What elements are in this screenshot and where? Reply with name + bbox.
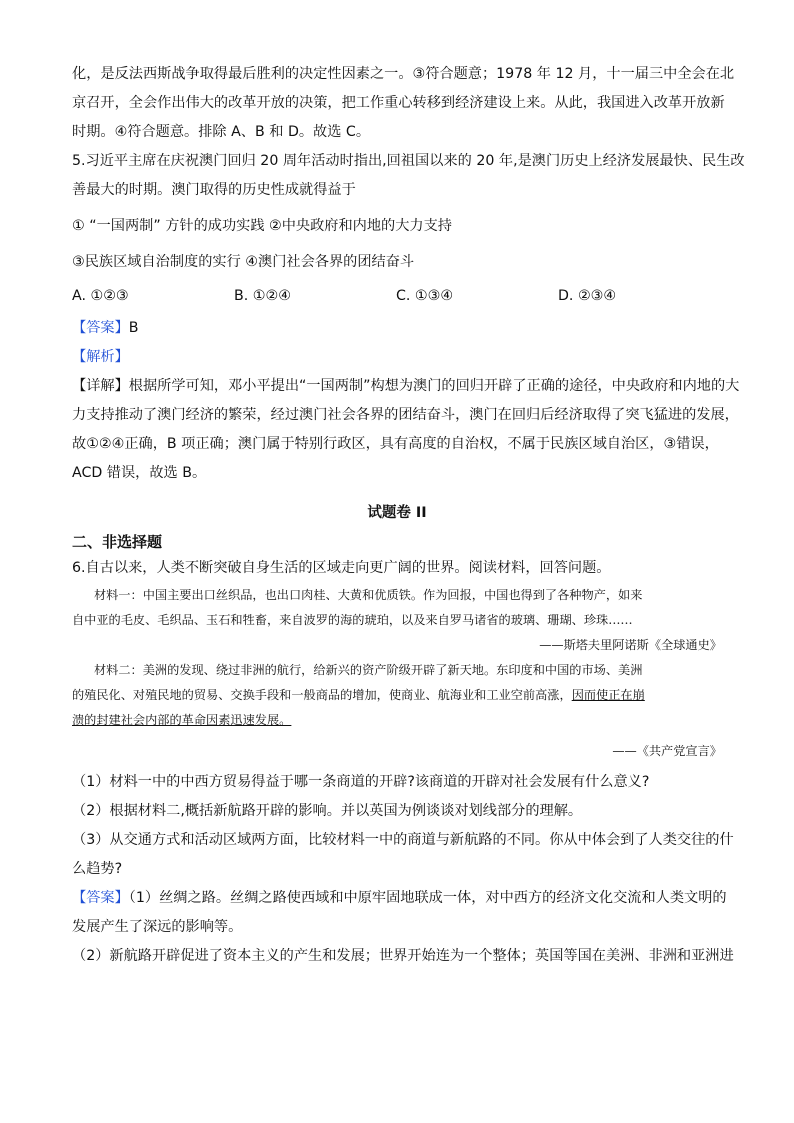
analysis-line	[72, 343, 722, 372]
paper-2-title: 试题卷 II	[367, 505, 427, 521]
question-5-stem: 5.习近平主席在庆祝澳门回归 20 周年活动时指出,回祖国以来的 20 年,是澳门历史上经济发展最快、民生改	[72, 153, 745, 169]
material-1-line: 自中亚的毛皮、毛织品、玉石和牲畜，来自波罗的海的琥珀，以及来自罗马诸省的玻璃、珊瑚、珍珠……	[72, 613, 633, 627]
question-5-options	[72, 285, 722, 307]
detail-tag: 【详解】	[72, 378, 129, 394]
detail-line: 故①②④正确，B 项正确；澳门属于特别行政区，具有高度的自治权，不属于民族区域自治区，③错误，	[72, 436, 719, 452]
material-1-line: 材料一：中国主要出口丝织品，也出口肉桂、大黄和优质铁。作为回报，中国也得到了各种物产，如来	[94, 588, 643, 602]
section-heading: 二、非选择题	[72, 533, 163, 551]
question-6-part: （3）从交通方式和活动区域两方面，比较材料一中的商道与新航路的不同。你从中体会到了人类交往的什	[72, 832, 734, 848]
option-d: D. ②③④	[558, 288, 617, 304]
question-6-stem: 6.自古以来，人类不断突破自身生活的区域走向更广阔的世界。阅读材料，回答问题。	[72, 560, 611, 576]
text-line: 京召开，全会作出伟大的改革开放的决策，把工作重心转移到经济建设上来。从此，我国进入改革开放新	[72, 95, 725, 111]
question-5-item: ① “一国两制” 方针的成功实践 ②中央政府和内地的大力支持	[72, 218, 452, 234]
detail-line	[72, 372, 740, 401]
answer-line: （2）新航路开辟促进了资本主义的产生和发展；世界开始连为一个整体；英国等国在美洲、非洲和亚洲进	[72, 948, 734, 964]
material-2-line: 材料二：美洲的发现、绕过非洲的航行，给新兴的资产阶级开辟了新天地。东印度和中国的市场、美洲	[94, 663, 643, 677]
answer-line	[72, 314, 722, 343]
question-5-item: ③民族区域自治制度的实行 ④澳门社会各界的团结奋斗	[72, 254, 415, 270]
material-2-text: 的殖民化、对殖民地的贸易、交换手段和一般商品的增加，使商业、航海业和工业空前高涨，	[72, 688, 572, 702]
answer-tag: 【答案】	[72, 320, 129, 336]
answer-tag: 【答案】	[72, 890, 129, 906]
answer-text: （1）丝绸之路。丝绸之路使西域和中原牢固地联成一体，对中西方的经济文化交流和人类文明的	[128, 890, 727, 906]
text-line: 时期。④符合题意。排除 A、B 和 D。故选 C。	[72, 124, 371, 140]
material-1-source: ——斯塔夫里阿诺斯《全球通史》	[539, 638, 722, 652]
material-2-underlined: 溃的封建社会内部的革命因素迅速发展。	[72, 713, 292, 727]
material-2-underlined: 因而使正在崩	[571, 688, 645, 702]
question-6-part: （1）材料一中的中西方贸易得益于哪一条商道的开辟?该商道的开辟对社会发展有什么意义?	[72, 774, 650, 790]
detail-text: 根据所学可知，邓小平提出“一国两制”构想为澳门的回归开辟了正确的途径，中央政府和内地的大	[128, 378, 740, 394]
analysis-tag: 【解析】	[72, 349, 129, 365]
detail-line: ACD 错误，故选 B。	[72, 465, 207, 481]
document-page	[72, 60, 745, 971]
material-2-line	[72, 683, 722, 708]
option-a: A. ①②③	[72, 288, 129, 304]
option-b: B. ①②④	[234, 288, 291, 304]
answer-line	[72, 884, 727, 913]
text-line: 化，是反法西斯战争取得最后胜利的决定性因素之一。③符合题意；1978 年 12 月，十一届三中全会在北	[72, 66, 735, 82]
question-6-part: （2）根据材料二,概括新航路开辟的影响。并以英国为例谈谈对划线部分的理解。	[72, 803, 583, 819]
question-6-part: 么趋势?	[72, 861, 123, 877]
question-5-stem: 善最大的时期。澳门取得的历史性成就得益于	[72, 182, 356, 198]
detail-line: 力支持推动了澳门经济的繁荣，经过澳门社会各界的团结奋斗，澳门在回归后经济取得了突飞猛进的发展，	[72, 407, 739, 423]
answer-value: B	[128, 320, 139, 336]
option-c: C. ①③④	[396, 288, 454, 304]
answer-line: 发展产生了深远的影响等。	[72, 919, 243, 935]
material-2-source: ——《共产党宣言》	[612, 744, 722, 758]
material-2-line	[72, 708, 722, 733]
